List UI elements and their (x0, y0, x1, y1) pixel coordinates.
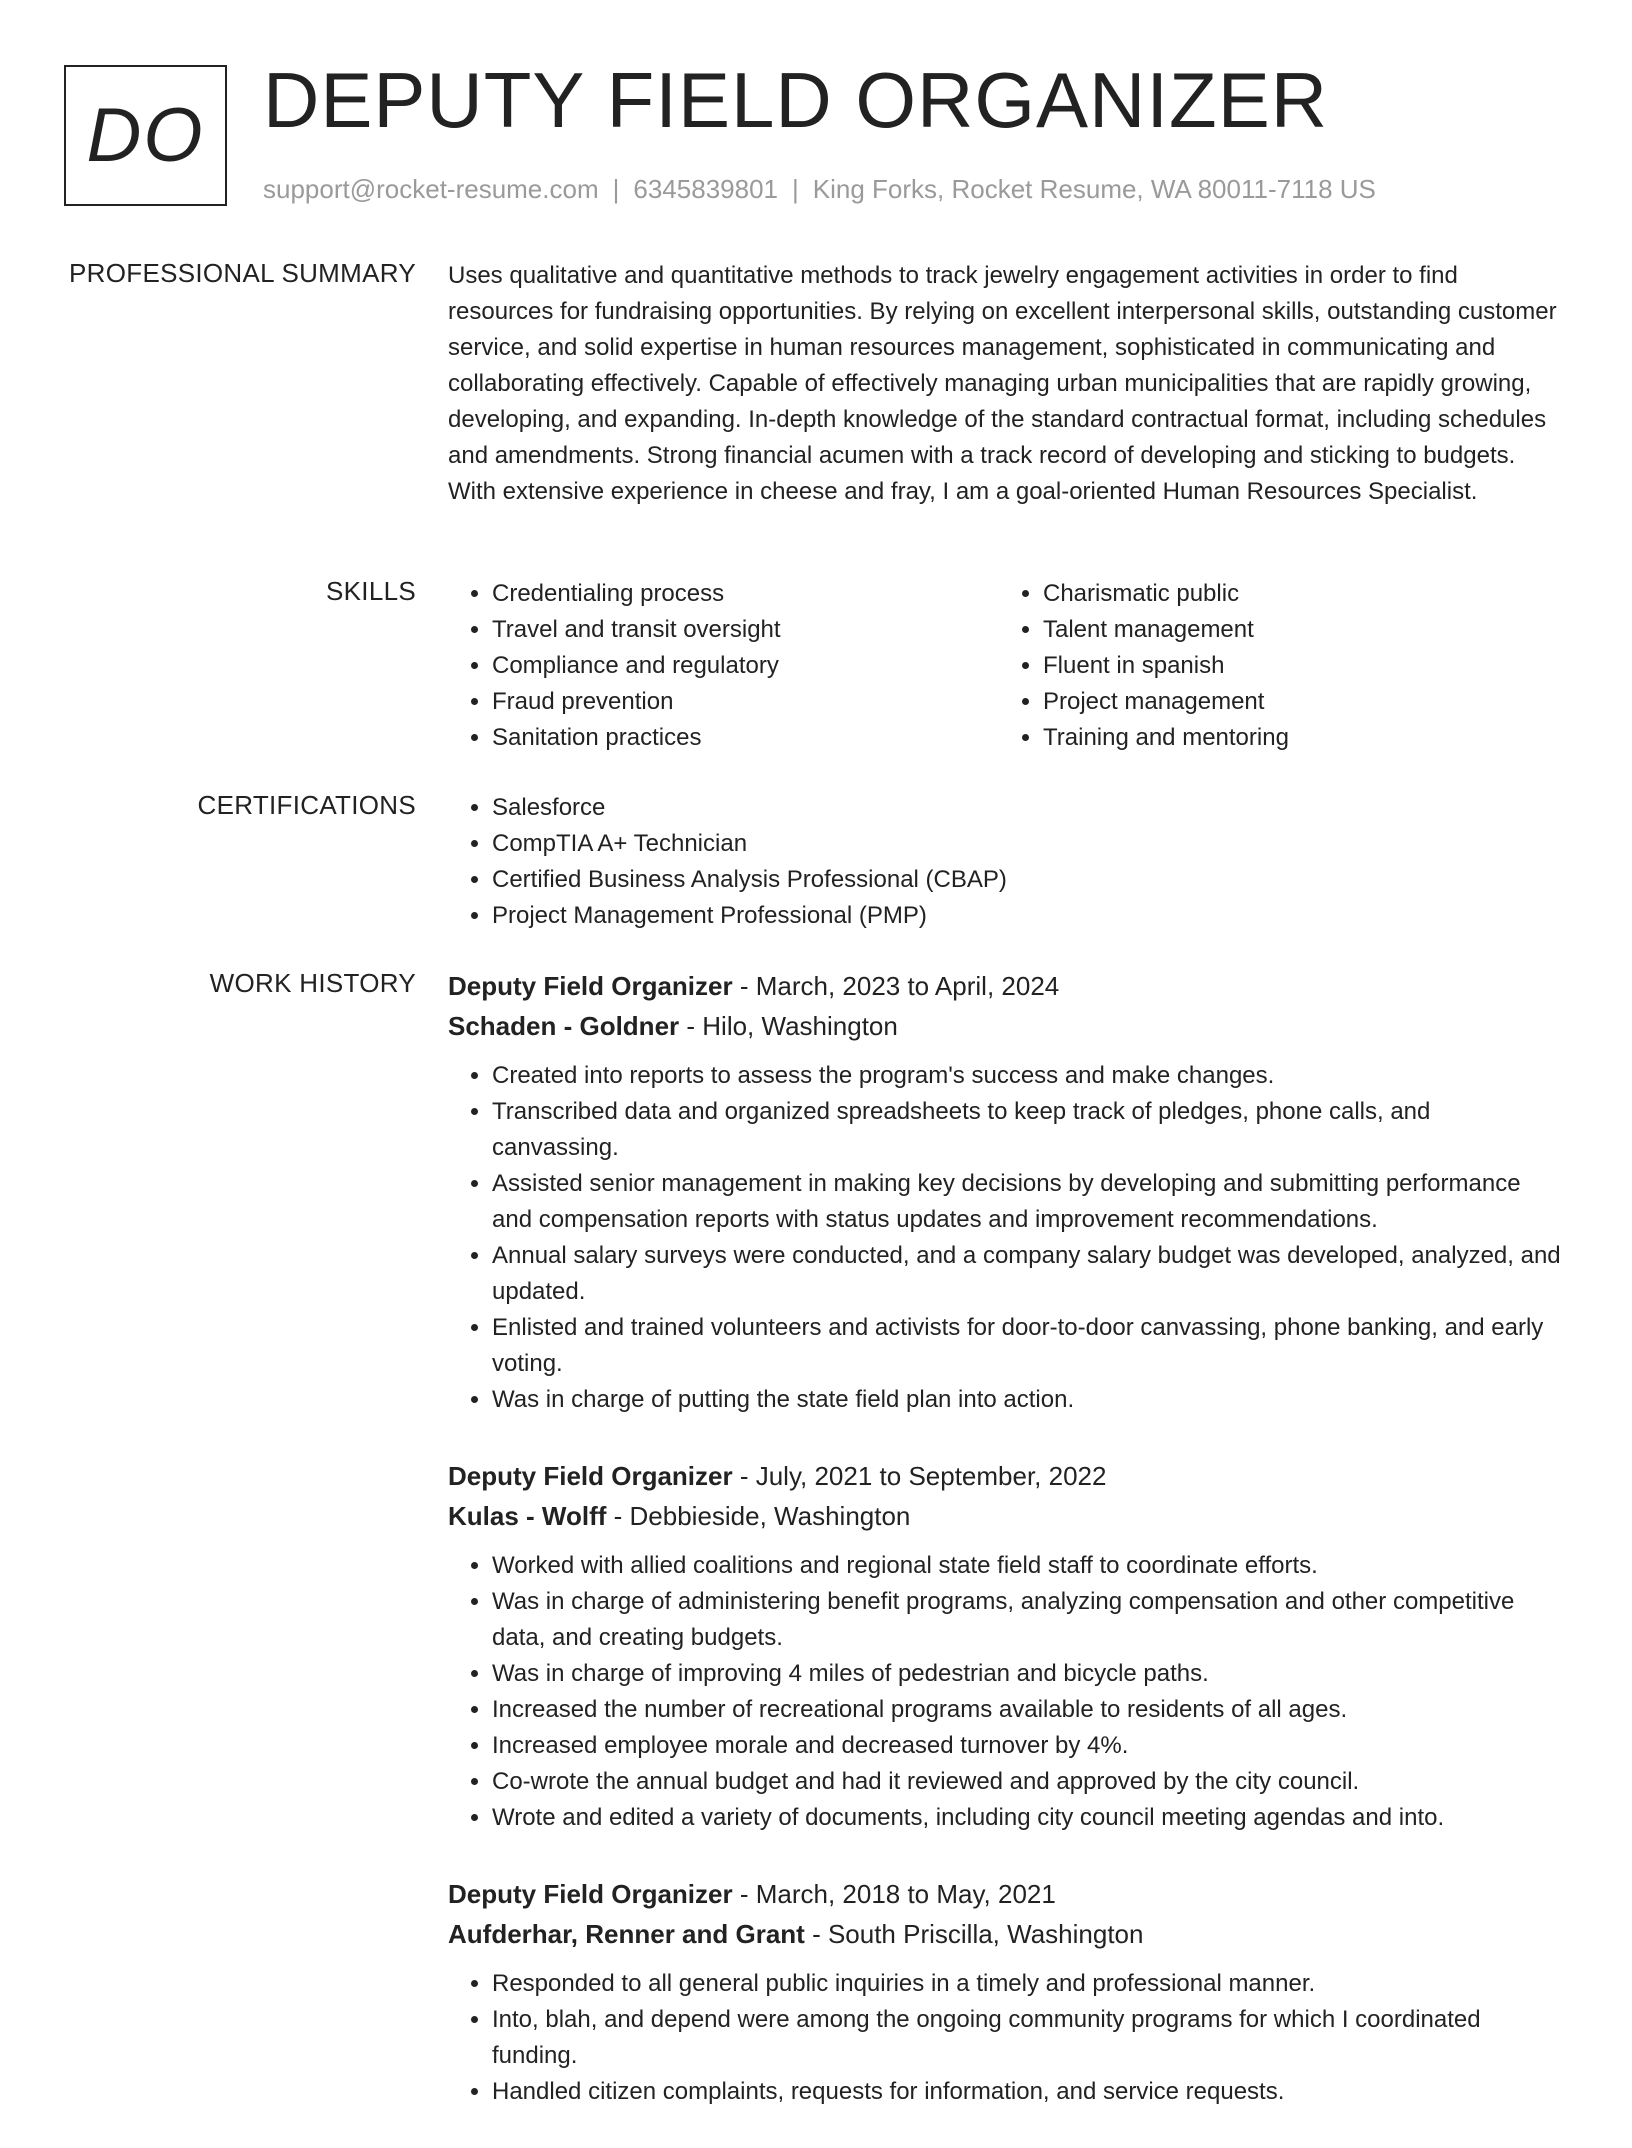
job-title-line (448, 1456, 1563, 1496)
job-company: Kulas - Wolff (448, 1501, 607, 1531)
skill-item: • Project management (1043, 684, 1550, 720)
job-title: Deputy Field Organizer (448, 1461, 733, 1491)
job-bullet: • Wrote and edited a variety of documents, including city council meeting agendas and into. (492, 1800, 1563, 1836)
job-location: - Debbieside, Washington (606, 1501, 911, 1531)
certification-item: • Certified Business Analysis Professional (CBAP) (492, 862, 1563, 898)
certification-item: • Salesforce (492, 790, 1563, 826)
skills-label: SKILLS (326, 576, 416, 606)
skill-item: • Fraud prevention (492, 684, 999, 720)
job-company-line (448, 1914, 1563, 1954)
job-bullets (448, 1058, 1563, 1418)
job-company: Aufderhar, Renner and Grant (448, 1919, 805, 1949)
job-bullet: • Was in charge of improving 4 miles of pedestrian and bicycle paths. (492, 1656, 1563, 1692)
job-dates: - March, 2018 to May, 2021 (732, 1879, 1056, 1909)
job-bullet: • Increased the number of recreational programs available to residents of all ages. (492, 1692, 1563, 1728)
job-bullet: • Was in charge of administering benefit programs, analyzing compensation and other competitive data, and creating budgets. (492, 1584, 1563, 1656)
certifications-label: CERTIFICATIONS (197, 790, 416, 820)
contact-phone[interactable]: 6345839801 (633, 174, 778, 204)
job-entry (448, 1456, 1563, 1836)
job-title: Deputy Field Organizer (448, 1879, 733, 1909)
job-bullet: • Transcribed data and organized spreadsheets to keep track of pledges, phone calls, and canvassing. (492, 1094, 1563, 1166)
job-entry (448, 966, 1563, 1418)
job-title: Deputy Field Organizer (448, 971, 733, 1001)
certification-item: • CompTIA A+ Technician (492, 826, 1563, 862)
certifications-list (448, 790, 1563, 934)
job-entry (448, 1874, 1563, 2110)
job-bullet: • Into, blah, and depend were among the ongoing community programs for which I coordinated funding. (492, 2002, 1563, 2074)
job-bullet: • Annual salary surveys were conducted, and a company salary budget was developed, analyzed, and updated. (492, 1238, 1563, 1310)
skills-list-right (999, 576, 1550, 756)
job-bullet: • Enlisted and trained volunteers and activists for door-to-door canvassing, phone banking, and early voting. (492, 1310, 1563, 1382)
monogram-box: DO (64, 65, 227, 206)
job-dates: - July, 2021 to September, 2022 (732, 1461, 1107, 1491)
job-bullet: • Increased employee morale and decreased turnover by 4%. (492, 1728, 1563, 1764)
skill-item: • Sanitation practices (492, 720, 999, 756)
job-bullet: • Created into reports to assess the program's success and make changes. (492, 1058, 1563, 1094)
skill-item: • Compliance and regulatory (492, 648, 999, 684)
job-company-line (448, 1006, 1563, 1046)
job-bullet: • Worked with allied coalitions and regional state field staff to coordinate efforts. (492, 1548, 1563, 1584)
job-company: Schaden - Goldner (448, 1011, 680, 1041)
certification-item: • Project Management Professional (PMP) (492, 898, 1563, 934)
job-bullet: • Handled citizen complaints, requests for information, and service requests. (492, 2074, 1563, 2110)
skill-item: • Travel and transit oversight (492, 612, 999, 648)
contact-email[interactable]: support@rocket-resume.com (263, 174, 599, 204)
job-bullet: • Responded to all general public inquiries in a timely and professional manner. (492, 1966, 1563, 2002)
contact-separator: | (792, 174, 799, 204)
job-bullet: • Assisted senior management in making key decisions by developing and submitting performance and compensation reports with status updates and improvement recommendations. (492, 1166, 1563, 1238)
contact-line (263, 174, 1376, 205)
job-bullets (448, 1966, 1563, 2110)
skills-grid (448, 576, 1563, 756)
job-dates: - March, 2023 to April, 2024 (732, 971, 1060, 1001)
job-title-line (448, 966, 1563, 1006)
skill-item: • Credentialing process (492, 576, 999, 612)
job-location: - South Priscilla, Washington (804, 1919, 1144, 1949)
summary-label: PROFESSIONAL SUMMARY (69, 258, 416, 288)
skill-item: • Talent management (1043, 612, 1550, 648)
job-company-line (448, 1496, 1563, 1536)
job-title-line (448, 1874, 1563, 1914)
skill-item: • Charismatic public (1043, 576, 1550, 612)
job-bullets (448, 1548, 1563, 1836)
work-history-label: WORK HISTORY (209, 968, 416, 998)
job-location: - Hilo, Washington (679, 1011, 898, 1041)
skills-list-left (448, 576, 999, 756)
resume-name: DEPUTY FIELD ORGANIZER (263, 56, 1329, 144)
job-bullet: • Co-wrote the annual budget and had it reviewed and approved by the city council. (492, 1764, 1563, 1800)
contact-separator: | (612, 174, 620, 204)
skill-item: • Fluent in spanish (1043, 648, 1550, 684)
job-bullet: • Was in charge of putting the state field plan into action. (492, 1382, 1563, 1418)
summary-text: Uses qualitative and quantitative methods to track jewelry engagement activities in order to find resources for fundraising opportunities. By relying on excellent interpersonal skills, outstanding customer service, and solid expertise in human resources management, sophisticated in communicating and collaborating effectively. Capable of effectively managing urban municipalities that are rapidly growing, developing, and expanding. In-depth knowledge of the standard contractual format, including schedules and amendments. Strong financial acumen with a track record of developing and sticking to budgets. With extensive experience in cheese and fray, I am a goal-oriented Human Resources Specialist. (448, 262, 1557, 505)
skill-item: • Training and mentoring (1043, 720, 1550, 756)
contact-address: King Forks, Rocket Resume, WA 80011-7118 US (812, 174, 1376, 204)
